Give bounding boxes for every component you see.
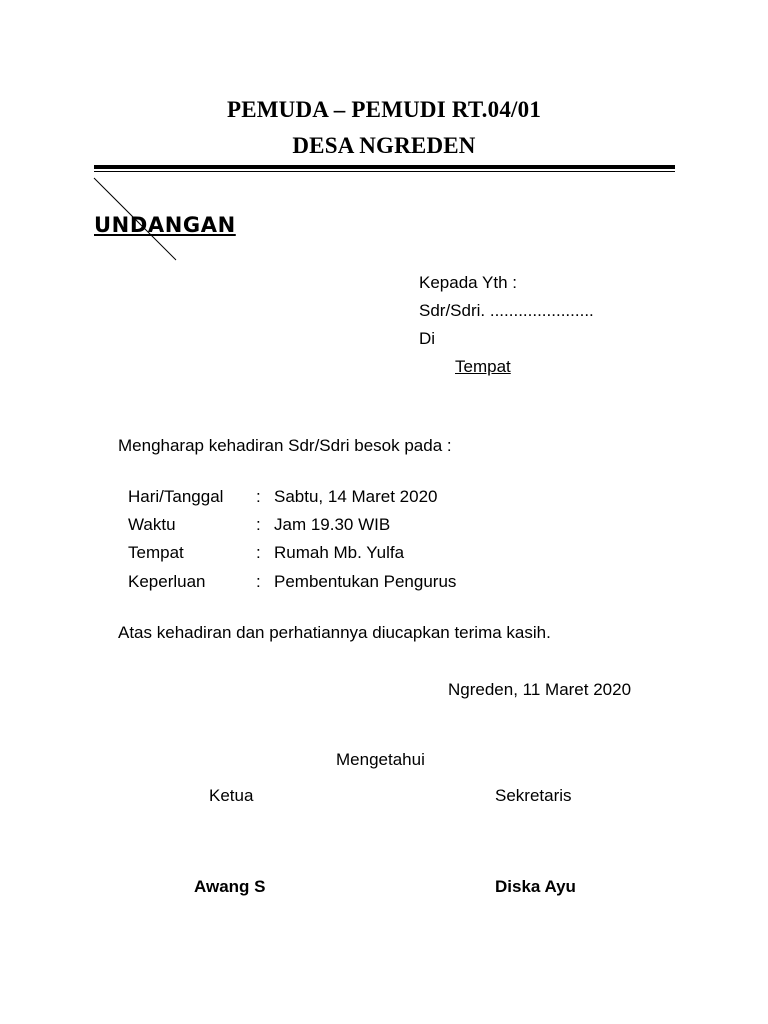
detail-value: Pembentukan Pengurus xyxy=(274,572,457,591)
intro-text: Mengharap kehadiran Sdr/Sdri besok pada : xyxy=(118,436,452,455)
recipient-line-2: Sdr/Sdri. ...................... xyxy=(419,301,594,320)
detail-separator: : xyxy=(256,543,261,562)
document-title: UNDANGAN xyxy=(94,213,236,237)
recipient-line-4: Tempat xyxy=(455,357,511,376)
detail-value: Sabtu, 14 Maret 2020 xyxy=(274,487,438,506)
detail-separator: : xyxy=(256,487,261,506)
detail-separator: : xyxy=(256,572,261,591)
acknowledgement-heading: Mengetahui xyxy=(336,750,425,769)
recipient-line-3: Di xyxy=(419,329,436,348)
secretary-name: Diska Ayu xyxy=(495,877,576,896)
detail-separator: : xyxy=(256,515,261,534)
village-name: DESA NGREDEN xyxy=(292,133,476,158)
detail-label: Tempat xyxy=(128,543,184,562)
org-name: PEMUDA – PEMUDI RT.04/01 xyxy=(226,97,542,122)
chairman-name: Awang S xyxy=(194,877,266,896)
recipient-line-1: Kepada Yth : xyxy=(419,273,517,292)
detail-value: Rumah Mb. Yulfa xyxy=(274,543,405,562)
detail-label: Hari/Tanggal xyxy=(128,487,224,506)
detail-label: Waktu xyxy=(128,515,176,534)
detail-value: Jam 19.30 WIB xyxy=(274,515,391,534)
detail-label: Keperluan xyxy=(128,572,206,591)
chairman-role: Ketua xyxy=(209,786,254,805)
place-date: Ngreden, 11 Maret 2020 xyxy=(448,680,632,699)
closing-text: Atas kehadiran dan perhatiannya diucapkan terima kasih. xyxy=(118,623,551,642)
secretary-role: Sekretaris xyxy=(495,786,572,805)
